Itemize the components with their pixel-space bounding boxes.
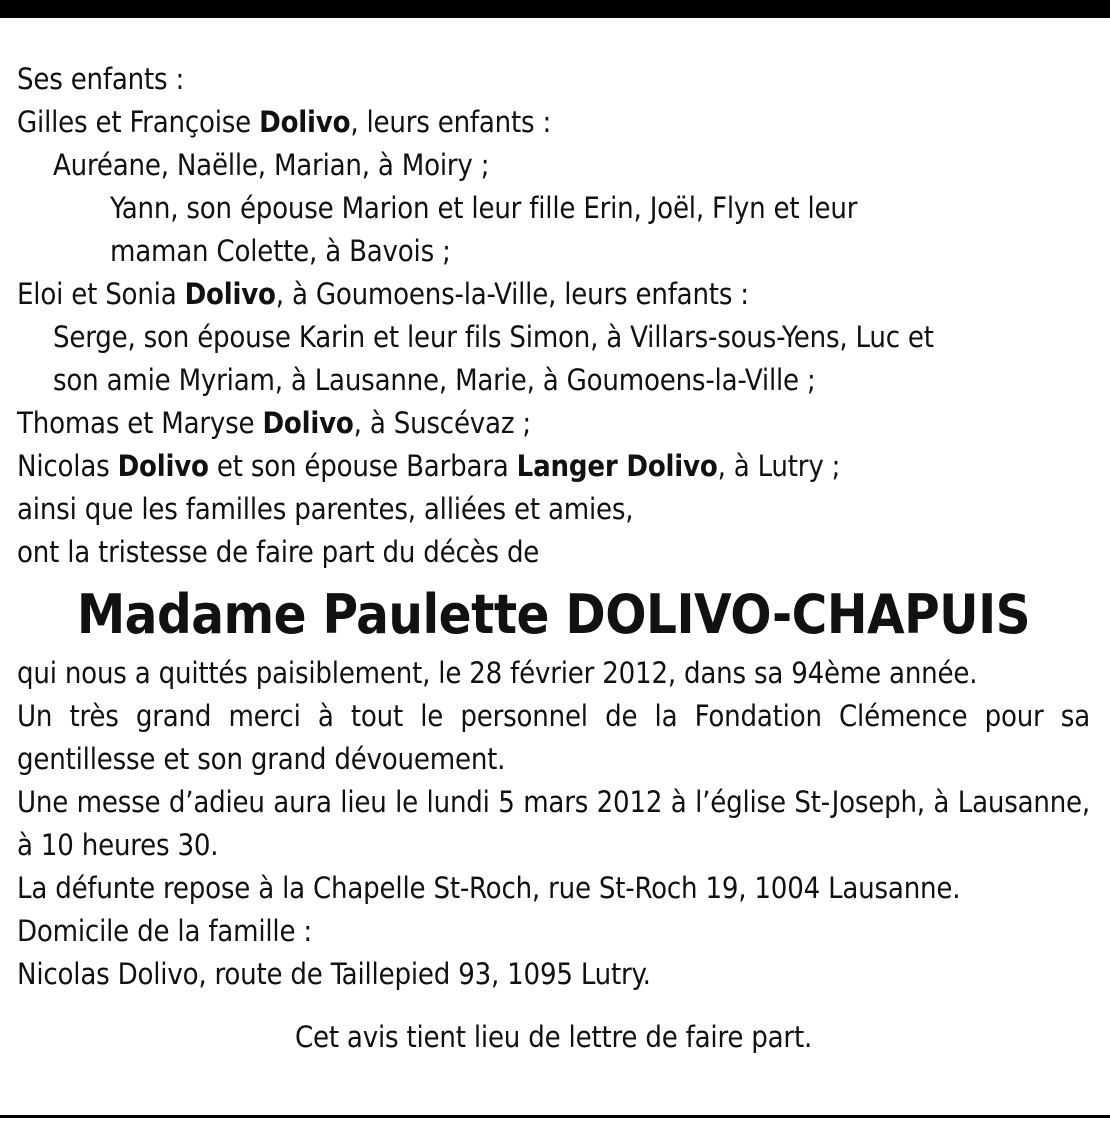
thomas-line [17, 402, 1090, 445]
domicile-label: Domicile de la famille : [17, 914, 312, 948]
top-rule [0, 0, 1110, 18]
eloi-pre: Eloi et Sonia [17, 277, 185, 311]
passing-paragraph: qui nous a quittés paisiblement, le 28 février 2012, dans sa 94ème année. [17, 656, 978, 690]
eloi-line [17, 273, 1090, 316]
gilles-surname: Dolivo [259, 105, 351, 139]
gilles-grandchildren-line-b: maman Colette, à Bavois ; [110, 234, 451, 268]
announcement-line: ont la tristesse de faire part du décès de [17, 535, 540, 569]
eloi-children-line-b: son amie Myriam, à Lausanne, Marie, à Goumoens-la-Ville ; [53, 363, 816, 397]
thomas-post: , à Suscévaz ; [353, 406, 532, 440]
mass-paragraph: Une messe d’adieu aura lieu le lundi 5 mars 2012 à l’église St-Joseph, à Lausanne, à 10 heures 30. [17, 785, 1090, 862]
nicolas-post: , à Lutry ; [717, 449, 841, 483]
nicolas-spouse-surname: Langer Dolivo [516, 449, 718, 483]
eloi-post: , à Goumoens-la-Ville, leurs enfants : [275, 277, 749, 311]
nicolas-surname: Dolivo [117, 449, 209, 483]
nicolas-mid: et son épouse Barbara [208, 449, 517, 483]
gilles-grandchildren-line-a: Yann, son épouse Marion et leur fille Erin, Joël, Flyn et leur [110, 191, 858, 225]
gilles-pre: Gilles et Françoise [17, 105, 260, 139]
thomas-pre: Thomas et Maryse [17, 406, 263, 440]
bottom-rule [0, 1115, 1110, 1118]
eloi-surname: Dolivo [184, 277, 276, 311]
closing-line: Cet avis tient lieu de lettre de faire part. [294, 1020, 813, 1054]
nicolas-line [17, 445, 1090, 488]
death-notice [17, 58, 1090, 1059]
rest-paragraph: La défunte repose à la Chapelle St-Roch, rue St-Roch 19, 1004 Lausanne. [17, 871, 961, 905]
gilles-post: , leurs enfants : [350, 105, 552, 139]
intro-line: Ses enfants : [17, 62, 185, 96]
thanks-paragraph: Un très grand merci à tout le personnel de la Fondation Clémence pour sa gentillesse et son grand dévouement. [17, 699, 1090, 776]
nicolas-pre: Nicolas [17, 449, 118, 483]
gilles-line [17, 101, 1090, 144]
domicile-address: Nicolas Dolivo, route de Taillepied 93, 1095 Lutry. [17, 957, 651, 991]
thomas-surname: Dolivo [262, 406, 354, 440]
eloi-children-line-a: Serge, son épouse Karin et leur fils Simon, à Villars-sous-Yens, Luc et [53, 320, 934, 354]
deceased-name: Madame Paulette DOLIVO-CHAPUIS [76, 583, 1031, 646]
relatives-line: ainsi que les familles parentes, alliées et amies, [17, 492, 634, 526]
gilles-children-line: Auréane, Naëlle, Marian, à Moiry ; [53, 148, 490, 182]
